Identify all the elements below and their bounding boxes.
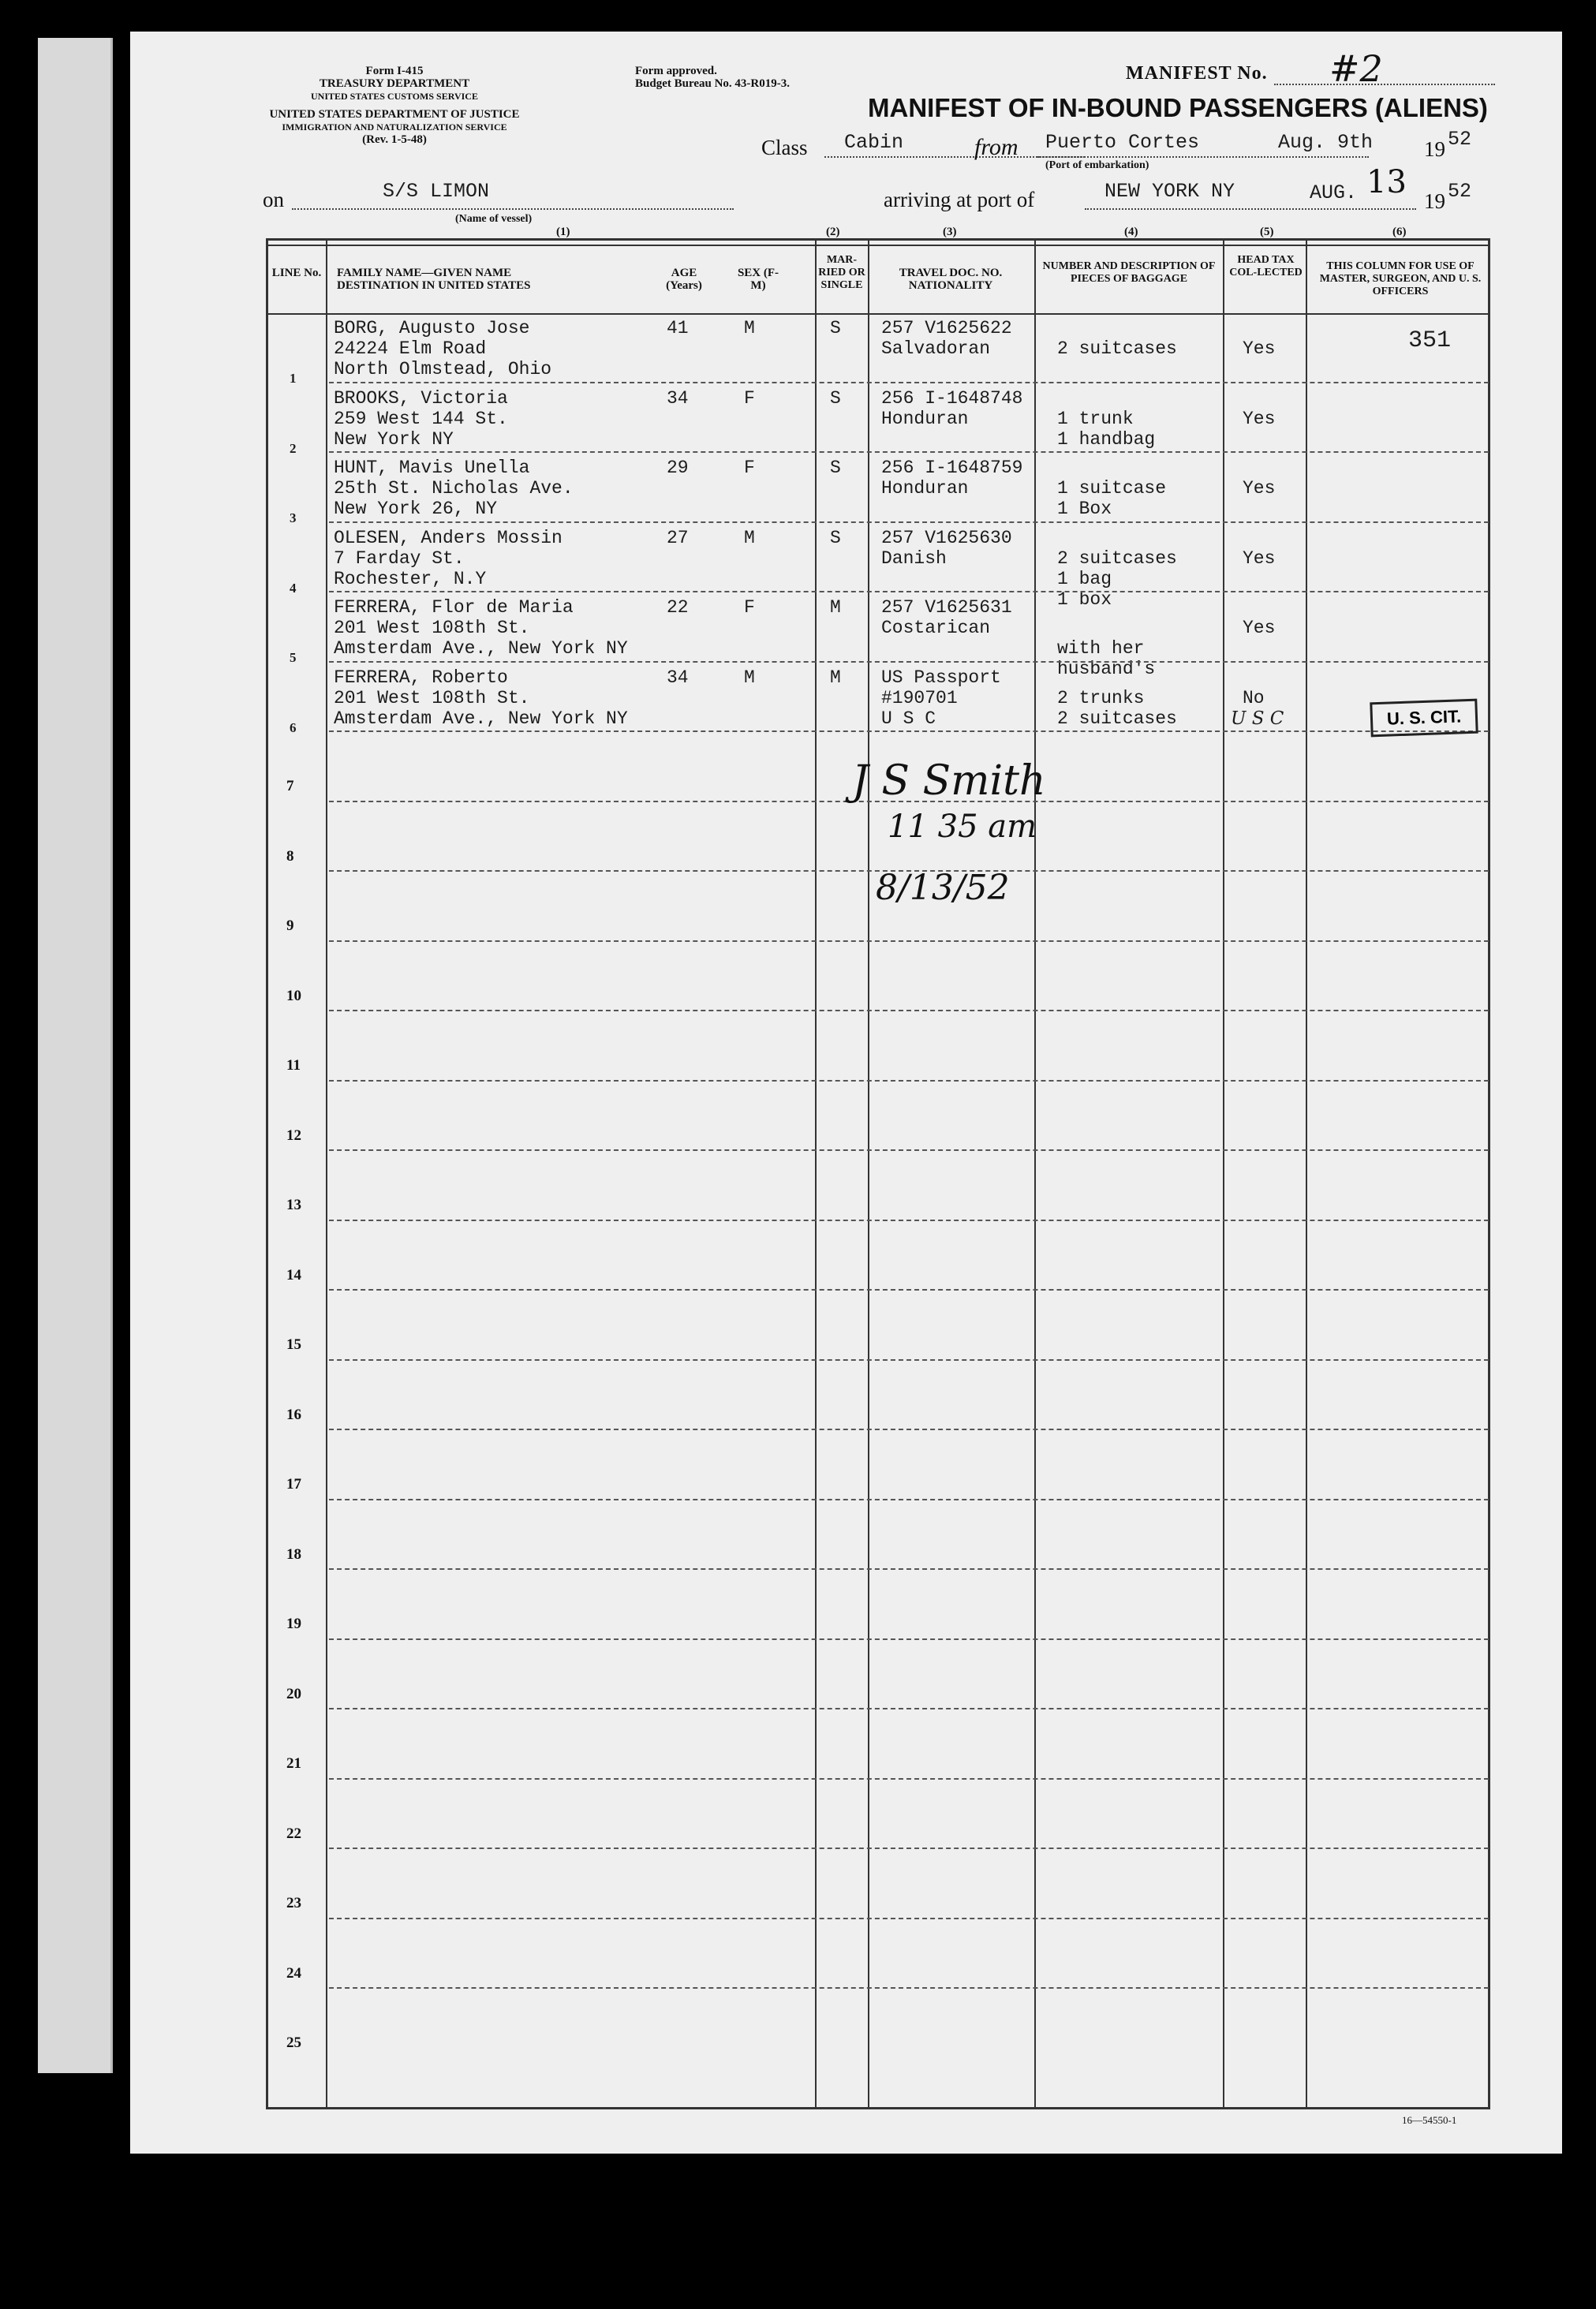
line-number: 14 [286,1266,301,1283]
year-prefix: 19 [1424,137,1445,161]
passenger-name: BROOKS, Victoria [334,387,508,409]
line-number: 13 [286,1197,301,1213]
line-number: 10 [286,987,301,1004]
passenger-city: New York 26, NY [334,499,498,519]
nationality: Salvadoran [881,338,991,359]
line-number: 2 [290,440,297,456]
col-num-3: (3) [943,226,957,238]
line-number: 4 [290,580,297,596]
baggage-1: 1 trunk [1057,408,1134,429]
departure-date: Aug. 9th [1278,131,1374,154]
baggage-1: 2 trunks [1057,687,1145,708]
marital-status: M [830,667,841,688]
row-divider [329,1778,1489,1780]
row-divider [329,382,1489,383]
hdr-destination: DESTINATION IN UNITED STATES [337,279,531,292]
travel-doc: 257 V1625630 [881,527,1012,548]
baggage-3: 1 box [1057,588,1112,610]
head-tax: Yes [1243,478,1276,499]
passenger-address: 7 Farday St. [334,547,465,569]
from-line [1037,156,1369,158]
nationality: #190701 [881,687,958,708]
row-divider [329,1010,1489,1011]
officer-note: 351 [1408,327,1452,354]
passenger-age: 34 [667,387,689,409]
inspection-time: 11 35 am [888,809,1037,845]
passenger-sex: M [744,667,755,688]
col-num-6: (6) [1392,226,1407,238]
port-embark-caption: (Port of embarkation) [1045,159,1149,171]
line-number: 8 [286,847,294,865]
line-number: 9 [286,917,294,934]
col-rule [1306,238,1307,2109]
row-divider [329,1149,1489,1151]
head-tax: No [1243,687,1265,708]
row-divider [329,1638,1489,1640]
hdr-name: FAMILY NAME—GIVEN NAME [337,267,512,279]
manifest-no-line [1274,84,1495,85]
baggage-1: 2 suitcases [1057,338,1177,359]
arrival-year-prefix: 19 [1424,189,1445,213]
row-divider [329,661,1489,663]
line-number: 17 [286,1476,301,1493]
year-value: 52 [1448,128,1472,151]
passenger-age: 41 [667,318,689,338]
hdr-baggage: NUMBER AND DESCRIPTION OF PIECES OF BAGGAGE [1042,260,1216,285]
baggage-1: 2 suitcases [1057,547,1177,569]
line-number: 19 [286,1616,301,1632]
passenger-sex: F [744,387,755,409]
justice-dept: UNITED STATES DEPARTMENT OF JUSTICE [269,108,520,121]
passenger-age: 27 [667,527,689,548]
manifest-sheet [130,32,1562,2154]
row-divider [329,1708,1489,1709]
row-divider [329,1289,1489,1291]
col-rule [326,238,327,2109]
passenger-city: Amsterdam Ave., New York NY [334,638,628,659]
marital-status: S [830,318,841,338]
form-revision: (Rev. 1-5-48) [362,133,427,146]
col-num-2: (2) [826,226,840,238]
binding-strip [38,38,113,2073]
passenger-address: 25th St. Nicholas Ave. [334,478,574,499]
hdr-line-no: LINE No. [271,267,322,279]
marital-status: S [830,458,841,478]
passenger-name: BORG, Augusto Jose [334,318,530,338]
passenger-name: HUNT, Mavis Unella [334,458,530,478]
row-divider [329,1848,1489,1849]
vessel-caption: (Name of vessel) [455,213,533,225]
arriving-label: arriving at port of [884,188,1035,211]
row-divider [329,1429,1489,1430]
col-rule [1034,238,1036,2109]
travel-doc: 256 I-1648748 [881,387,1023,409]
travel-doc: 257 V1625631 [881,597,1012,618]
row-divider [329,730,1489,732]
row-divider [329,1359,1489,1361]
line-number: 6 [290,719,297,735]
from-label: from [974,134,1019,160]
row-divider [329,940,1489,942]
passenger-age: 34 [667,667,689,688]
arrival-day: 13 [1366,164,1407,200]
nationality: Honduran [881,478,969,499]
passenger-sex: F [744,458,755,478]
hdr-officers: THIS COLUMN FOR USE OF MASTER, SURGEON, AND U. S. OFFICERS [1319,260,1482,297]
passenger-city: Rochester, N.Y [334,568,487,589]
manifest-no-value: #2 [1329,47,1383,90]
line-number: 7 [286,778,294,794]
baggage-2: 1 handbag [1057,428,1156,450]
passenger-name: OLESEN, Anders Mossin [334,527,563,548]
head-tax: Yes [1243,338,1276,359]
travel-doc: US Passport [881,667,1001,688]
inspector-signature: J S Smith [852,757,1046,805]
passenger-name: FERRERA, Flor de Maria [334,597,574,618]
row-divider [329,1080,1489,1082]
line-number: 21 [286,1755,301,1772]
line-number: 5 [290,650,297,665]
line-number: 22 [286,1825,301,1842]
arrival-port: NEW YORK NY [1104,180,1235,203]
row-divider [329,1499,1489,1500]
nationality: Costarican [881,618,991,638]
nationality: Honduran [881,408,969,429]
line-number: 11 [286,1057,301,1074]
line-number: 20 [286,1685,301,1702]
line-number: 25 [286,2034,301,2051]
passenger-city: North Olmstead, Ohio [334,359,552,379]
marital-status: S [830,387,841,409]
manifest-no-label: MANIFEST No. [1126,63,1268,84]
row-divider [329,521,1489,523]
vessel-line [292,208,734,210]
line-number: 18 [286,1545,301,1563]
line-number: 12 [286,1126,301,1144]
passenger-name: FERRERA, Roberto [334,667,508,688]
passenger-sex: F [744,597,755,618]
footer-code: 16—54550-1 [1402,2114,1457,2126]
baggage-2: 2 suitcases [1057,708,1177,729]
passenger-sex: M [744,527,755,548]
hdr-sex: SEX (F-M) [737,267,779,292]
form-number: Form I-415 [365,65,424,77]
travel-doc: 256 I-1648759 [881,458,1023,478]
row-divider [329,1568,1489,1570]
passenger-city: New York NY [334,428,454,450]
class-value: Cabin [844,131,904,154]
head-tax: Yes [1243,547,1276,569]
embarkation-port: Puerto Cortes [1045,131,1200,154]
budget-bureau: Budget Bureau No. 43-R019-3. [635,77,790,90]
arrival-year: 52 [1448,180,1472,203]
col-num-4: (4) [1124,226,1138,238]
row-divider [329,1987,1489,1989]
line-number: 16 [286,1406,301,1423]
passenger-address: 201 West 108th St. [334,687,530,708]
treasury-dept: TREASURY DEPARTMENT [319,77,470,90]
hdr-headtax: HEAD TAX COL-LECTED [1229,254,1303,278]
passenger-sex: M [744,318,755,338]
head-tax: Yes [1243,408,1276,429]
passenger-address: 201 West 108th St. [334,618,530,638]
row-divider [329,451,1489,453]
line-number: 15 [286,1336,301,1353]
customs-service: UNITED STATES CUSTOMS SERVICE [311,91,478,102]
travel-doc: 257 V1625622 [881,318,1012,338]
line-number: 24 [286,1964,301,1982]
baggage-2: 1 Box [1057,499,1112,519]
col-rule [1223,238,1224,2109]
citizenship: U S C [881,708,936,729]
us-citizen-stamp: U. S. CIT. [1370,699,1478,738]
baggage-1: 1 suitcase [1057,478,1167,499]
arrival-line [1085,208,1416,210]
baggage-3: husband's [1057,659,1156,679]
col-rule [815,238,817,2109]
on-label: on [263,188,284,211]
row-divider [329,1220,1489,1221]
arrival-month: AUG. [1310,181,1358,204]
line-number: 1 [290,371,297,386]
baggage-2: with her [1057,638,1145,659]
marital-status: M [830,597,841,618]
baggage-2: 1 bag [1057,568,1112,589]
passenger-age: 22 [667,597,689,618]
head-tax-note: U S C [1231,708,1284,729]
ins-service: IMMIGRATION AND NATURALIZATION SERVICE [282,121,507,133]
col-num-5: (5) [1260,226,1274,238]
manifest-title: MANIFEST OF IN-BOUND PASSENGERS (ALIENS) [868,93,1488,122]
row-divider [329,591,1489,592]
class-label: Class [761,136,808,159]
row-divider [329,1918,1489,1919]
vessel-name: S/S LIMON [383,180,490,203]
head-tax: Yes [1243,618,1276,638]
passenger-city: Amsterdam Ave., New York NY [334,708,628,729]
col-num-1: (1) [556,226,570,238]
nationality: Danish [881,547,947,569]
inspection-date: 8/13/52 [876,868,1010,908]
passenger-address: 259 West 144 St. [334,408,508,429]
line-number: 3 [290,510,297,525]
hdr-married: MAR-RIED OR SINGLE [818,254,865,291]
hdr-travel: TRAVEL DOC. NO. NATIONALITY [899,267,1003,292]
line-number: 23 [286,1895,301,1911]
passenger-address: 24224 Elm Road [334,338,487,359]
col-rule [868,238,869,2109]
form-approved: Form approved. [635,65,717,77]
hdr-age: AGE (Years) [666,267,702,292]
passenger-age: 29 [667,458,689,478]
marital-status: S [830,527,841,548]
